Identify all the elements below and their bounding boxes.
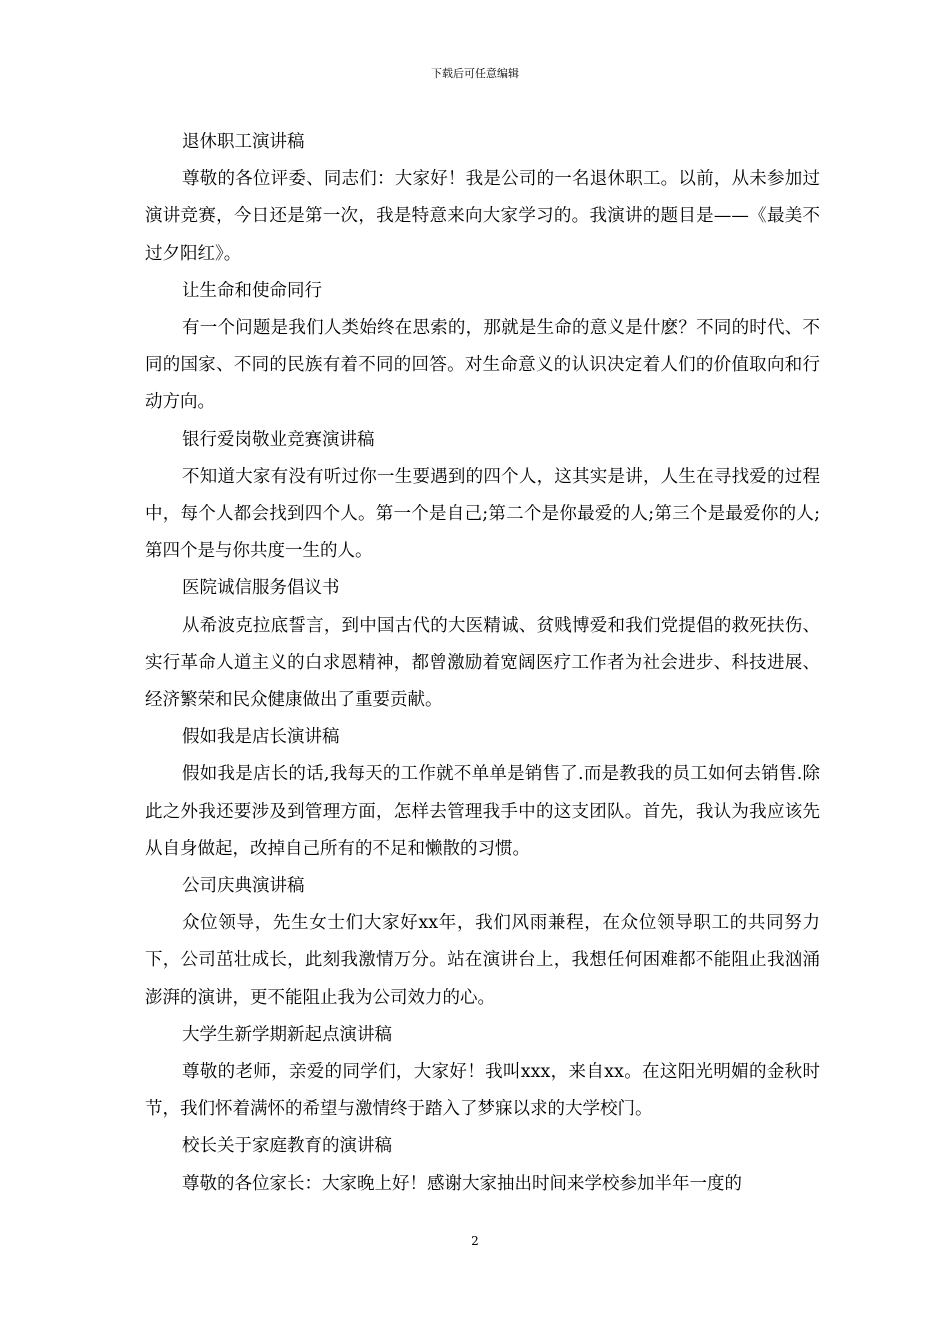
section <box>145 570 820 719</box>
section-title: 医院诚信服务倡议书 <box>182 578 340 599</box>
section <box>145 273 820 422</box>
section-title: 大学生新学期新起点演讲稿 <box>182 1024 392 1045</box>
document-body <box>145 124 820 1203</box>
page-header: 下载后可任意编辑 <box>431 67 519 80</box>
section-title: 校长关于家庭教育的演讲稿 <box>182 1136 392 1157</box>
section-body: 不知道大家有没有听过你一生要遇到的四个人，这其实是讲，人生在寻找爱的过程中，每个人都会找到四个人。第一个是自己;第二个是你最爱的人;第三个是最爱你的人;第四个是与你共度一生的人。 <box>145 466 820 562</box>
section-body: 众位领导，先生女士们大家好xx年，我们风雨兼程，在众位领导职工的共同努力下，公司茁壮成长，此刻我激情万分。站在演讲台上，我想任何困难都不能阻止我汹涌澎湃的演讲，更不能阻止我为公司效力的心。 <box>145 913 820 1008</box>
section <box>145 422 820 571</box>
page-number: 2 <box>471 1234 479 1248</box>
section-body: 尊敬的各位评委、同志们：大家好！我是公司的一名退休职工。以前，从未参加过演讲竞赛，今日还是第一次，我是特意来向大家学习的。我演讲的题目是——《最美不过夕阳红》。 <box>145 169 820 264</box>
section <box>145 719 820 868</box>
section-body: 尊敬的老师，亲爱的同学们，大家好！我叫xxx，来自xx。在这阳光明媚的金秋时节，我们怀着满怀的希望与激情终于踏入了梦寐以求的大学校门。 <box>145 1062 820 1120</box>
section-body: 假如我是店长的话,我每天的工作就不单单是销售了.而是教我的员工如何去销售.除此之外我还要涉及到管理方面，怎样去管理我手中的这支团队。首先，我认为我应该先从自身做起，改掉自己所有的不足和懒散的习惯。 <box>145 764 820 859</box>
section-title: 银行爱岗敬业竞赛演讲稿 <box>182 429 375 450</box>
section <box>145 868 820 1017</box>
section <box>145 1128 820 1202</box>
section-title: 公司庆典演讲稿 <box>182 876 305 897</box>
section-title: 让生命和使命同行 <box>182 280 322 301</box>
section <box>145 1017 820 1129</box>
section-body: 尊敬的各位家长：大家晚上好！感谢大家抽出时间来学校参加半年一度的 <box>182 1173 742 1194</box>
section-title: 退休职工演讲稿 <box>182 132 305 152</box>
section-body: 有一个问题是我们人类始终在思索的，那就是生命的意义是什麽？不同的时代、不同的国家、不同的民族有着不同的回答。对生命意义的认识决定着人们的价值取向和行动方向。 <box>145 318 820 413</box>
section <box>145 124 820 273</box>
section-title: 假如我是店长演讲稿 <box>182 727 340 748</box>
section-body: 从希波克拉底誓言，到中国古代的大医精诚、贫贱博爱和我们党提倡的救死扶伤、实行革命人道主义的白求恩精神，都曾激励着宽阔医疗工作者为社会进步、科技进展、经济繁荣和民众健康做出了重要贡献。 <box>145 615 820 711</box>
